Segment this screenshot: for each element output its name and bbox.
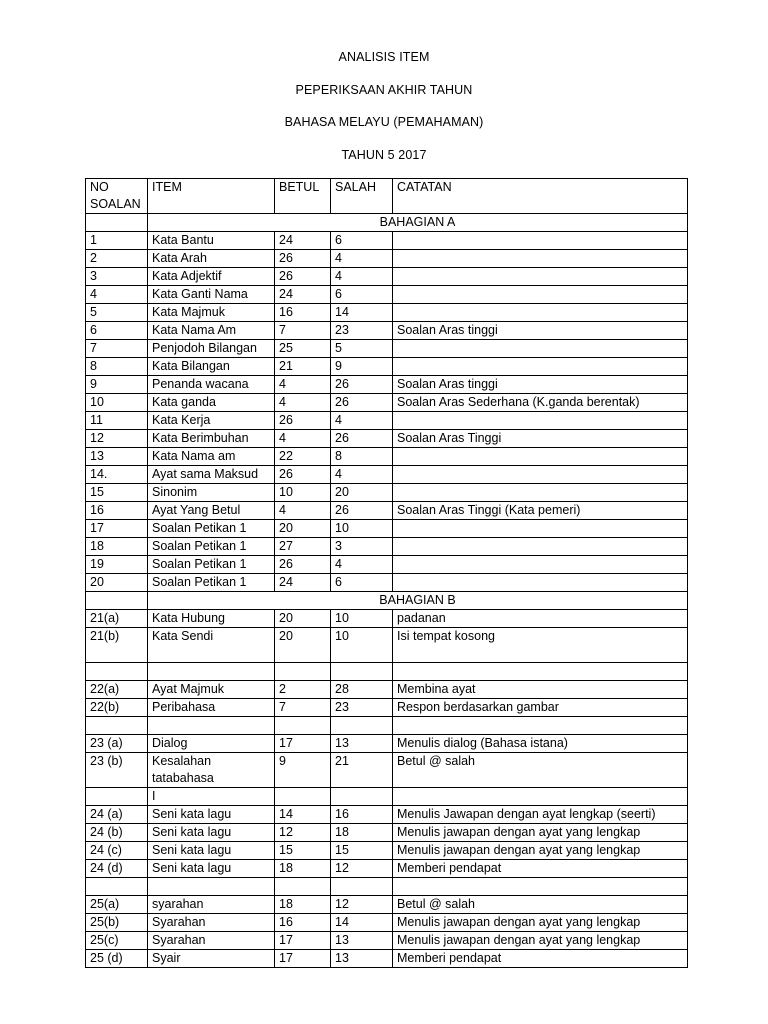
table-row: [86, 663, 688, 681]
cell-salah: 4: [331, 556, 393, 574]
cell-betul: [275, 663, 331, 681]
table-row: [86, 950, 688, 968]
cell-no: 19: [86, 556, 148, 574]
cell-catatan: Isi tempat kosong: [393, 628, 688, 663]
cell-betul: 17: [275, 735, 331, 753]
table-row: [86, 610, 688, 628]
cell-betul: [275, 717, 331, 735]
cell-salah: 4: [331, 412, 393, 430]
cell-betul: 7: [275, 322, 331, 340]
cell-betul: 26: [275, 250, 331, 268]
cell-catatan: Menulis Jawapan dengan ayat lengkap (seerti): [393, 806, 688, 824]
cell-betul: 4: [275, 394, 331, 412]
cell-no: 23 (b): [86, 753, 148, 788]
cell-no: 5: [86, 304, 148, 322]
cell-salah: 10: [331, 520, 393, 538]
cell-betul: 24: [275, 232, 331, 250]
table-row: [86, 340, 688, 358]
cell-catatan: [393, 538, 688, 556]
cell-betul: 14: [275, 806, 331, 824]
cell-item: Seni kata lagu: [148, 842, 275, 860]
cell-salah: 12: [331, 896, 393, 914]
table-row: [86, 824, 688, 842]
cell-catatan: Soalan Aras tinggi: [393, 376, 688, 394]
cell-catatan: [393, 878, 688, 896]
header-betul: BETUL: [275, 179, 331, 214]
section-blank-cell: [86, 214, 148, 232]
table-row: [86, 358, 688, 376]
cell-catatan: Menulis jawapan dengan ayat yang lengkap: [393, 842, 688, 860]
cell-no: 24 (b): [86, 824, 148, 842]
cell-betul: 20: [275, 610, 331, 628]
cell-no: 22(b): [86, 699, 148, 717]
cell-item: Soalan Petikan 1: [148, 538, 275, 556]
cell-salah: 28: [331, 681, 393, 699]
cell-catatan: Betul @ salah: [393, 753, 688, 788]
cell-catatan: [393, 556, 688, 574]
table-row: [86, 628, 688, 663]
table-row: [86, 878, 688, 896]
cell-salah: 6: [331, 574, 393, 592]
table-row: [86, 268, 688, 286]
cell-salah: 26: [331, 394, 393, 412]
table-row: [86, 502, 688, 520]
cell-betul: 26: [275, 556, 331, 574]
cell-betul: 27: [275, 538, 331, 556]
cell-no: 14.: [86, 466, 148, 484]
table-header-row: [86, 179, 688, 214]
cell-item: Penanda wacana: [148, 376, 275, 394]
cell-no: 25(a): [86, 896, 148, 914]
cell-item: Penjodoh Bilangan: [148, 340, 275, 358]
cell-item: syarahan: [148, 896, 275, 914]
cell-item: Sinonim: [148, 484, 275, 502]
cell-no: 25 (d): [86, 950, 148, 968]
cell-no: 9: [86, 376, 148, 394]
cell-catatan: [393, 663, 688, 681]
table-row: [86, 735, 688, 753]
cell-salah: 26: [331, 376, 393, 394]
cell-no: 25(b): [86, 914, 148, 932]
cell-catatan: [393, 717, 688, 735]
cell-no: 12: [86, 430, 148, 448]
cell-catatan: [393, 574, 688, 592]
cell-catatan: Menulis dialog (Bahasa istana): [393, 735, 688, 753]
table-row: [86, 717, 688, 735]
cell-betul: 26: [275, 268, 331, 286]
table-row: [86, 304, 688, 322]
cell-salah: 5: [331, 340, 393, 358]
cell-item: Kata ganda: [148, 394, 275, 412]
cell-betul: 25: [275, 340, 331, 358]
cell-betul: 16: [275, 304, 331, 322]
cell-no: 13: [86, 448, 148, 466]
table-row: [86, 896, 688, 914]
cell-item: Kata Berimbuhan: [148, 430, 275, 448]
cell-salah: 21: [331, 753, 393, 788]
cell-catatan: Soalan Aras Sederhana (K.ganda berentak): [393, 394, 688, 412]
cell-betul: 24: [275, 574, 331, 592]
header-item: ITEM: [148, 179, 275, 214]
cell-item: [148, 717, 275, 735]
cell-betul: 26: [275, 466, 331, 484]
cell-salah: 16: [331, 806, 393, 824]
cell-betul: 2: [275, 681, 331, 699]
cell-betul: 26: [275, 412, 331, 430]
cell-salah: 13: [331, 950, 393, 968]
cell-item: Kata Arah: [148, 250, 275, 268]
cell-item: Soalan Petikan 1: [148, 520, 275, 538]
cell-catatan: [393, 466, 688, 484]
cell-betul: 10: [275, 484, 331, 502]
cell-item: Syarahan: [148, 932, 275, 950]
cell-salah: [331, 878, 393, 896]
table-row: [86, 520, 688, 538]
cell-salah: 12: [331, 860, 393, 878]
heading-exam: PEPERIKSAAN AKHIR TAHUN: [295, 82, 473, 97]
cell-no: 25(c): [86, 932, 148, 950]
cell-betul: 24: [275, 286, 331, 304]
header-salah: SALAH: [331, 179, 393, 214]
cell-salah: 10: [331, 628, 393, 663]
cell-betul: 16: [275, 914, 331, 932]
table-row: [86, 430, 688, 448]
cell-no: [86, 663, 148, 681]
cell-catatan: [393, 340, 688, 358]
table-row: [86, 574, 688, 592]
cell-item: Seni kata lagu: [148, 860, 275, 878]
cell-item: Soalan Petikan 1: [148, 556, 275, 574]
cell-catatan: Menulis jawapan dengan ayat yang lengkap: [393, 932, 688, 950]
cell-item: Kata Hubung: [148, 610, 275, 628]
table-row: [86, 448, 688, 466]
cell-no: 2: [86, 250, 148, 268]
cell-catatan: Soalan Aras Tinggi: [393, 430, 688, 448]
cell-item: Seni kata lagu: [148, 824, 275, 842]
heading-year: TAHUN 5 2017: [341, 147, 427, 162]
table-row: [86, 788, 688, 806]
cell-salah: 26: [331, 502, 393, 520]
document-headings: [0, 50, 768, 180]
cell-item: Kata Bilangan: [148, 358, 275, 376]
table-row: [86, 538, 688, 556]
table-row: [86, 394, 688, 412]
cell-item: [148, 878, 275, 896]
cell-item: Kata Adjektif: [148, 268, 275, 286]
item-analysis-table: [85, 178, 688, 968]
cell-salah: 3: [331, 538, 393, 556]
cell-item: Ayat sama Maksud: [148, 466, 275, 484]
table-row: [86, 699, 688, 717]
cell-no: 10: [86, 394, 148, 412]
cell-salah: 6: [331, 286, 393, 304]
cell-betul: 9: [275, 753, 331, 788]
cell-item: Kata Ganti Nama: [148, 286, 275, 304]
cell-betul: 15: [275, 842, 331, 860]
cell-catatan: Menulis jawapan dengan ayat yang lengkap: [393, 914, 688, 932]
cell-item: Kata Kerja: [148, 412, 275, 430]
cell-salah: 23: [331, 322, 393, 340]
cell-item: Syair: [148, 950, 275, 968]
cell-catatan: [393, 268, 688, 286]
cell-no: 23 (a): [86, 735, 148, 753]
heading-subject: BAHASA MELAYU (PEMAHAMAN): [284, 115, 484, 129]
cell-salah: 15: [331, 842, 393, 860]
cell-betul: 22: [275, 448, 331, 466]
cell-salah: 13: [331, 735, 393, 753]
cell-catatan: Betul @ salah: [393, 896, 688, 914]
cell-catatan: Membina ayat: [393, 681, 688, 699]
cell-catatan: Memberi pendapat: [393, 950, 688, 968]
cell-no: 6: [86, 322, 148, 340]
section-row: [86, 592, 688, 610]
cell-no: 18: [86, 538, 148, 556]
cell-item: Syarahan: [148, 914, 275, 932]
cell-item: Kata Bantu: [148, 232, 275, 250]
cell-salah: 14: [331, 914, 393, 932]
cell-salah: [331, 788, 393, 806]
cell-item: Dialog: [148, 735, 275, 753]
cell-salah: [331, 717, 393, 735]
cell-betul: 17: [275, 932, 331, 950]
cell-catatan: [393, 250, 688, 268]
cell-betul: 4: [275, 376, 331, 394]
cell-betul: 18: [275, 860, 331, 878]
cell-no: [86, 788, 148, 806]
cell-salah: 23: [331, 699, 393, 717]
cell-no: 15: [86, 484, 148, 502]
cell-catatan: [393, 286, 688, 304]
cell-no: 24 (d): [86, 860, 148, 878]
section-title: BAHAGIAN A: [148, 214, 688, 232]
table-row: [86, 250, 688, 268]
section-row: [86, 214, 688, 232]
cell-salah: 4: [331, 268, 393, 286]
table-row: [86, 860, 688, 878]
cell-catatan: [393, 788, 688, 806]
table-row: [86, 914, 688, 932]
cell-salah: 13: [331, 932, 393, 950]
table-row: [86, 484, 688, 502]
cell-item: [148, 663, 275, 681]
cell-catatan: Memberi pendapat: [393, 860, 688, 878]
cell-salah: 6: [331, 232, 393, 250]
cell-catatan: [393, 358, 688, 376]
cell-betul: 7: [275, 699, 331, 717]
cell-no: 4: [86, 286, 148, 304]
cell-salah: 4: [331, 466, 393, 484]
section-blank-cell: [86, 592, 148, 610]
cell-no: 8: [86, 358, 148, 376]
cell-no: 11: [86, 412, 148, 430]
cell-item: Ayat Yang Betul: [148, 502, 275, 520]
table-row: [86, 286, 688, 304]
table-row: [86, 412, 688, 430]
table-row: [86, 322, 688, 340]
cell-betul: 18: [275, 896, 331, 914]
cell-no: 24 (c): [86, 842, 148, 860]
cell-betul: 21: [275, 358, 331, 376]
cell-salah: 8: [331, 448, 393, 466]
header-no-soalan: NO SOALAN: [86, 179, 148, 214]
cell-salah: 26: [331, 430, 393, 448]
cell-no: 17: [86, 520, 148, 538]
cell-salah: 9: [331, 358, 393, 376]
cell-no: 24 (a): [86, 806, 148, 824]
cell-no: 1: [86, 232, 148, 250]
cell-no: 7: [86, 340, 148, 358]
cell-item: Kata Majmuk: [148, 304, 275, 322]
table-row: [86, 556, 688, 574]
cell-salah: [331, 663, 393, 681]
cell-catatan: Respon berdasarkan gambar: [393, 699, 688, 717]
table-row: [86, 681, 688, 699]
table-row: [86, 376, 688, 394]
table-row: [86, 932, 688, 950]
cell-item: Kata Nama am: [148, 448, 275, 466]
table-row: [86, 753, 688, 788]
table-row: [86, 466, 688, 484]
cell-betul: [275, 788, 331, 806]
cell-item: Kata Nama Am: [148, 322, 275, 340]
cell-betul: 17: [275, 950, 331, 968]
header-catatan: CATATAN: [393, 179, 688, 214]
cell-no: [86, 878, 148, 896]
table-row: [86, 842, 688, 860]
cell-item: Kata Sendi: [148, 628, 275, 663]
cell-no: [86, 717, 148, 735]
cell-catatan: [393, 520, 688, 538]
cell-betul: [275, 878, 331, 896]
cell-catatan: Soalan Aras tinggi: [393, 322, 688, 340]
cell-betul: 4: [275, 502, 331, 520]
cell-no: 3: [86, 268, 148, 286]
cell-item: Kesalahan tatabahasa: [148, 753, 275, 788]
cell-salah: 20: [331, 484, 393, 502]
cell-betul: 20: [275, 520, 331, 538]
cell-salah: 10: [331, 610, 393, 628]
cell-betul: 4: [275, 430, 331, 448]
table-row: [86, 232, 688, 250]
cell-no: 22(a): [86, 681, 148, 699]
cell-betul: 12: [275, 824, 331, 842]
cell-item: Peribahasa: [148, 699, 275, 717]
cell-betul: 20: [275, 628, 331, 663]
cell-catatan: Soalan Aras Tinggi (Kata pemeri): [393, 502, 688, 520]
cell-item: I: [148, 788, 275, 806]
table-row: [86, 806, 688, 824]
cell-salah: 4: [331, 250, 393, 268]
cell-catatan: [393, 484, 688, 502]
cell-catatan: [393, 304, 688, 322]
cell-catatan: [393, 232, 688, 250]
cell-no: 20: [86, 574, 148, 592]
cell-no: 21(b): [86, 628, 148, 663]
cell-item: Ayat Majmuk: [148, 681, 275, 699]
cell-no: 21(a): [86, 610, 148, 628]
cell-catatan: padanan: [393, 610, 688, 628]
cell-no: 16: [86, 502, 148, 520]
cell-catatan: [393, 412, 688, 430]
section-title: BAHAGIAN B: [148, 592, 688, 610]
cell-catatan: Menulis jawapan dengan ayat yang lengkap: [393, 824, 688, 842]
cell-salah: 14: [331, 304, 393, 322]
cell-item: Soalan Petikan 1: [148, 574, 275, 592]
heading-title: ANALISIS ITEM: [338, 50, 430, 64]
cell-salah: 18: [331, 824, 393, 842]
cell-item: Seni kata lagu: [148, 806, 275, 824]
cell-catatan: [393, 448, 688, 466]
